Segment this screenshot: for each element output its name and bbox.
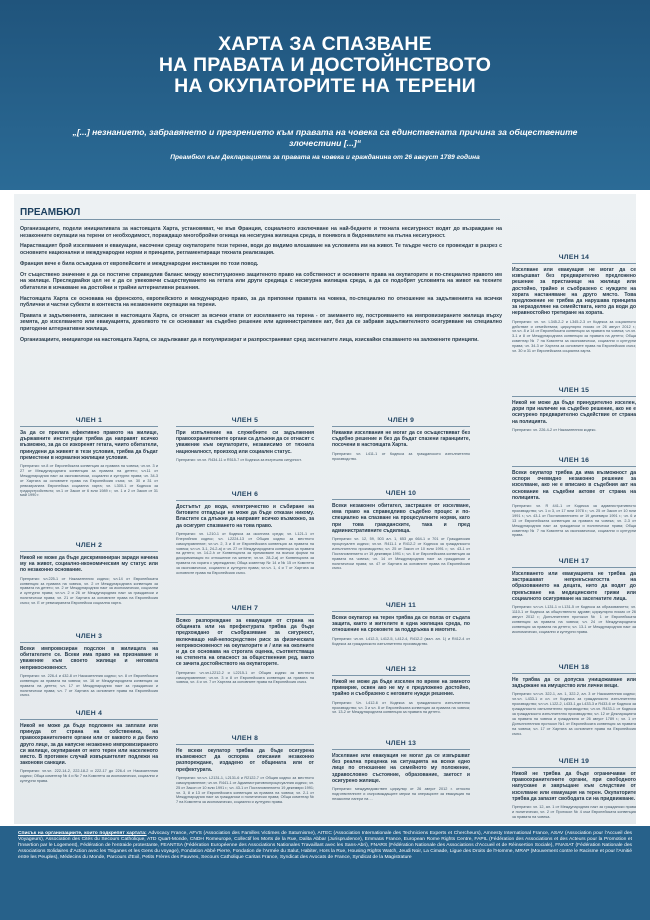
supporters-label: Списък на организациите, които подкрепят хартата: bbox=[18, 831, 147, 836]
article-7 bbox=[176, 605, 314, 685]
article-body: Никой не може да бъде дискриминиран заради начина му на живот, социално-икономическия му статус или по незаконно основание. bbox=[20, 555, 158, 574]
article-body: Никой не трябва да бъде ограничаван от правоохранителните органи, при свободното напускане и завръщане към следствие от изселване или евакуация на терен. Окупаторите трябва да запазят свободата си на придвижване. bbox=[512, 771, 636, 802]
article-references: Препратки: чл.чл. 222-14-2, 222-18-2 и 222-17 до 226-4 от Наказателния кодекс; Обща коментар № 4 и № 7 на Комитета за икономически, социални и културни права. bbox=[20, 769, 158, 784]
preamble-paragraph: Настоящата Харта се основава на френското, европейското и международно право, за да припомни правата на човека, по-специално по отношение на задълженията на всички публични и частни субекти в контекста на незаконните окупации на терени. bbox=[20, 295, 502, 309]
epigraph-source: Преамбюл към Декларацията за правата на човека и гражданина от 26 август 1789 година bbox=[170, 154, 480, 161]
article-body: Всеки окупатор на терен трябва да се полза от съдата защита, както и жителите в една жилищна среда, по отношение на сроковете за поддръжка в имотите. bbox=[332, 615, 470, 634]
article-divider bbox=[512, 396, 636, 397]
footer-supporters bbox=[0, 826, 650, 920]
article-divider bbox=[20, 719, 158, 720]
article-body: Достъпът до вода, електричество и събиране на битовите отпадъци не може да бъде отказан никому. Властите са длъжни да направят всичко възможно, за да осигурят спазването на това право. bbox=[176, 504, 314, 529]
article-title: ЧЛЕН 12 bbox=[385, 666, 417, 673]
article-body: Всеки импровизиран подслон в жилищата на обитателите се. Всеки има право на признаване и уважение към своето жилище и неговата неприкосновеност. bbox=[20, 646, 158, 671]
article-body: Всеки окупатор трябва да има възможност да оспори очевидно незаконно решение за изселване, ако не е вписано в съдебния акт на основание на съдебни актове от страна на полицията. bbox=[512, 470, 636, 501]
article-title: ЧЛЕН 18 bbox=[558, 664, 590, 671]
article-references: Препратки: чл.чл. 322-1, ал. 1, 322-2, ал. 3 от Наказателния кодекс; чл.чл. L433-1 и сл. от Кодекса за гражданското изпълнително производство; чл.чл. L122-2, L433-1 до L433-3 и R433-6 от Кодекса за гражданското изпълнително производство; чл.чл. R433-1 от Кодекса за гражданското изпълнително производство; чл. 12 от Декларацията за правата на човека и гражданина от 26 август 1789 г.; чл. 1 от Допълнителния протокол №1 от Европейската конвенция за правата на човека; чл. 17 от Хартата за основните права на Европейския съюз. bbox=[512, 692, 636, 736]
article-14 bbox=[512, 254, 636, 354]
article-title: ЧЛЕН 14 bbox=[558, 254, 590, 261]
preamble-title: ПРЕАМБЮЛ bbox=[20, 207, 81, 218]
preamble-paragraph: Правата и задълженията, записани в настоящата Харта, се отнасят за всички етапи от изселването на терена - от заемането му, построяването на импровизираните жилища върху земята, до изселването или евакуацията, доколкото те се основават на съдебно решение или административен акт, без да се забравя задължителното осигуряване на специално пригодени алтернативни жилища. bbox=[20, 312, 502, 333]
article-title: ЧЛЕН 13 bbox=[385, 740, 417, 747]
article-18 bbox=[512, 664, 636, 737]
supporters-text: Advocacy France, AFVS (Association des Familles Victimes de Saturnisme), AITEC (Association Internationale des Techniciens Experts et Chercheurs), Amnesty International France, ASAV (Association pour l'Accueil des Voyageurs), Association des Cités du Secours Catholique, ATD Quart-Monde, CNDH Romeurope, Collectif les Morts de la Rue, Dalita Abbar (Jurisprudence), Emmaüs France, European Rome Rights Centre, FAPIL (Fédération des Associations et des Acteurs pour la Promotion et l'Insertion par le Logement), Fédération de l'entraide protestante, FEANTSA (Fédération Européenne des Associations Nationales Travaillant avec les Sans-Abri), FNARS (Fédération Nationale des Associations d'Accueil et de Réinsertion Sociale), FNASAT (Fédération Nationale des Associations Solidaires d'Action avec les Tsiganes et les Gens du voyage), Fondation Abbé Pierre, Fondation de l'Armée du Salut, Habiter, Hors la Rue, Housing Rights Watch, Jeudi Noir, La Cimade, Ligue des Droits de l'Homme, MRAP (Mouvement contre le Racisme et pour l'Amitié entre les Peuples), Médecins du Monde, Parcours d'Exil, Petits Frères des Pauvres, Secours Catholique Caritas France, Syndicat des Avocats de France, Syndicat de la Magistrature bbox=[18, 831, 632, 861]
article-8 bbox=[176, 735, 314, 805]
article-divider bbox=[176, 426, 314, 427]
article-divider bbox=[20, 642, 158, 643]
preamble-paragraph: От съществено значение е да се постигне справедлив баланс между конституционно защитеното право на собственост и основните права на окупаторите и по-специално правото им на жилище. Преследвайки цел не е да се увековечи съществуването на гетата или други средища с несигурна жилищна среда, а да се подобрят условията на живот на техните обитатели в изчакване на достойни и трайни алтернативни решения. bbox=[20, 271, 502, 291]
article-divider bbox=[332, 749, 470, 750]
epigraph-quote: „[...] незнанието, забравянето и презрението към правата на човека са единствената причина за обществените злочестини [...]“ bbox=[72, 127, 578, 148]
article-9 bbox=[332, 417, 470, 461]
article-divider bbox=[176, 500, 314, 501]
article-divider bbox=[332, 675, 470, 676]
article-title: ЧЛЕН 1 bbox=[75, 417, 103, 424]
article-references: Препратки: междуведомствен циркуляр от 26 август 2012 г. относно подготвителните и съпровождащите мерки на операциите за евакуация на незаконни лагери на ... bbox=[332, 787, 470, 801]
article-divider bbox=[176, 744, 314, 745]
article-references: Препратки: чл.чл. L131-1 и L131-5 от Кодекса за образованието; чл. 1110-1 от Кодекса за общественото здраве; циркулярно писмо от 26 август 2012 г.; Допълнителен протокол № 1 от Европейската конвенция за правата на човека; чл. 24 от Международната конвенция за правата на детето; чл. 13-1 от Международния пакт за икономически, социални и културни права. bbox=[512, 605, 636, 634]
title-line: НА ОКУПАТОРИТЕ НА ТЕРЕНИ bbox=[174, 75, 476, 97]
article-body: Никакви изселвания не могат да се осъществяват без съдебно решение и без да бъдат спазени гаранциите, посочени в настоящата Харта. bbox=[332, 430, 470, 449]
article-references: Препратки: чл.чл. L2131-1, L2131-6 и R2122-7 от Общия кодекс за местното самоуправление; чл.чл. R441-1 от Административнопроцесуалния кодекс; чл. 25 от Закон от 10 юли 1991 г.; чл. 43-1 от Постановлението 19 декември 1991; чл. 3, 8 и 13 от Европейската конвенция за правата на човека; чл. 2-1 от Международния пакт за граждански и политически права; Обща коментар № 7 на Комитета за икономически, социални и културни права. bbox=[176, 775, 315, 805]
article-2 bbox=[20, 542, 158, 606]
article-title: ЧЛЕН 2 bbox=[75, 542, 103, 549]
article-body: Всеки незаконен обитател, застрашен от изселване, има право на справедливо съдебно процес и по-специално на спазване на процесуалните норми, като при това гражданските, така и пред административните съдилища. bbox=[332, 503, 470, 534]
article-divider bbox=[512, 567, 636, 568]
article-title: ЧЛЕН 7 bbox=[231, 605, 259, 612]
article-body: Никой не може да бъде изселен по време на зимното примирие, освен ако не му е предложено достойно, трайно и съобразено с неговите нужди решение. bbox=[332, 679, 470, 698]
article-title: ЧЛЕН 17 bbox=[558, 558, 590, 565]
article-body: Всяко разпореждане за евакуация от страна на общината или на префектурата трябва да бъде предхождано от съобразяване за сигурност, включващо най-непосредствен риск за физическата неприкосновеност на окупаторите и / или на околните и да се основава на строгата оценка, съответстваща на степента на опасност за общественния ред, както се зачита достойнството на окупаторите. bbox=[176, 618, 314, 668]
article-body: Изселването или евакуацията не трябва да застрашават непрекъснатостта на образованието на децата, нито да водят до прекъсване на медицинските грижи или социалното осигуряване на засегнатите лица. bbox=[512, 571, 636, 602]
article-body: При изпълнение на служебните си задължения правоохранителните органи са длъжни да се отнасят с уважение към окупаторите, независимо от тяхната националност, произход или социален статус. bbox=[176, 430, 314, 455]
article-body: Не трябва да се допуска унищожаване или задържане на имущество или лични вещи. bbox=[512, 677, 636, 690]
article-references: Препратки: чл.8 от Европейската конвенция за правата на човека; чл.чл. 3 и 27 от Международната конвенция за правата на детето; чл.11 от Международния пакт за икономически, социални и културни права; чл. 34-3 от Хартата за основните права на Европейския съюз; чл. 30 и 31 от ревизираната Европейска социална харта; чл. L300-1 от Кодекса за градоустройството; чл.1 от Закон от 6 юли 1989 г.; чл. 1 и 2 от Закон от 31 май 1990 г. bbox=[20, 464, 158, 498]
article-divider bbox=[20, 551, 158, 552]
article-5 bbox=[176, 417, 314, 463]
article-title: ЧЛЕН 6 bbox=[231, 491, 259, 498]
article-divider bbox=[512, 673, 636, 674]
article-title: ЧЛЕН 3 bbox=[75, 633, 103, 640]
article-references: Препратки: Чл. L412-6 от Кодекса за гражданското изпълнително производство; чл. 3 и чл. 8 от Европейската конвенция за правата на човека; чл. 13-2 от Международната конвенция за правата на детето. bbox=[332, 700, 470, 715]
article-body: Не всеки окупатор трябва да бъде осигурена възможност да оспорва описания незаконно разпореждане, издадено от общината или от префектурата. bbox=[176, 748, 314, 773]
article-title: ЧЛЕН 10 bbox=[385, 490, 417, 497]
article-divider bbox=[332, 611, 470, 612]
article-4 bbox=[20, 710, 158, 784]
article-references: Препратки: чл. L210-1 от Кодекса за околната среда; чл. L121-1 от Енергийния кодекс; чл. L2224-13 от Общия кодекс за местното самоуправление; чл.чл. 2, 3 и 8 от Европейската конвенция за правата на човека; чл.чл. 3-1, 24-2-а) и чл. 27 от Международната конвенция за правата на детето; чл. 14-2-h от Конвенцията за премахване на всички форми на дискриминация по отношение на жените; чл.чл. 28-2-а) от Конвенцията за правата на хората с увреждания; Обща коментар № 14 и № 15 от Комитета за икономически, социални и културни права; чл.чл. 1, 4 и 7 от Хартата за основните права на Европейския съюз. bbox=[176, 531, 314, 576]
article-body: За да се прилага ефективно правото на жилище, държавните институции трябва да направят всичко възможно, за да се изкоренят гетата, чиито обитатели, принудени да живеят в тези условия, трябва да бъдат преместени в нормални жилищни условия. bbox=[20, 430, 158, 461]
article-6 bbox=[176, 491, 314, 576]
article-references: Препратки: чл. R 441-1 от Кодекса за административното производство; чл. 1 и 3, от 17 юли 1978 г.; чл. 25 от Закон от 10 юли 1991 г.; чл. 43-1 от Постановлението от 19 декември 1991 г.; чл. 6 и 13 от Европейската конвенция за правата на човека; чл. 2-3 от Международния пакт за граждански и политически права; Обща коментар № 7 на Комитета за икономически, социални и културни права. bbox=[512, 504, 636, 538]
article-divider bbox=[512, 263, 636, 264]
article-title: ЧЛЕН 5 bbox=[231, 417, 259, 424]
article-1 bbox=[20, 417, 158, 498]
article-12 bbox=[332, 666, 470, 715]
article-references: Препратки: чл. чл. L345-2-2 и L345-2-3 от Кодекса за социалното действие и семействата; циркулярно писмо от 26 август 2012 г.; чл.чл. 8 и 14 от Европейската конвенция за правата на човека; чл.чл. 3-1 и 8 от Международната конвенция за правата на детето; Обща коментар № 7 на Комитета за икономически, социални и културни права; чл. 34-3 от Хартата за основните права на Европейския съюз; чл. 30 и 31 от Европейската социална харта. bbox=[512, 319, 636, 354]
article-references: Препратки: чл.чл. R434-11 и R515-7 от Кодекса за вътрешна сигурност. bbox=[176, 457, 302, 462]
title-line: ХАРТА ЗА СПАЗВАНЕ bbox=[218, 33, 432, 55]
charter-title bbox=[0, 34, 650, 97]
article-13 bbox=[332, 740, 470, 802]
article-references: Препратки: чл.чл. L412-3, L412-5, L412-4, R412-2 (мал. ал. 1) и R412-4 от Кодекса за гражданското изпълнително производство. bbox=[332, 636, 470, 646]
article-17 bbox=[512, 558, 636, 634]
article-divider bbox=[332, 499, 470, 500]
article-references: Препратки: чл. L411-1 от Кодекса за гражданското изпълнително производство. bbox=[332, 451, 470, 461]
title-line: НА ПРАВАТА И ДОСТОЙНСТВОТО bbox=[158, 54, 492, 76]
article-divider bbox=[512, 767, 636, 768]
article-title: ЧЛЕН 4 bbox=[75, 710, 103, 717]
article-body: Изселване или евакуация не могат да се извършват без предварително предложено решение за пристанище на жилище или достойно, трайно и съобразено с нуждите на хората настаняване на друго място. Това предложение не трябва да нарушава принципа за неразделяне на семействата, нито да води до неравностойно третиране на хората. bbox=[512, 267, 636, 317]
article-references: Препратки: чл. 12, ал. 1 от Международния пакт за граждански права и политически, чл. 2 от Протокол № 4 към Европейската конвенция за правата на човека. bbox=[512, 805, 636, 819]
supporters-list bbox=[18, 831, 632, 861]
article-divider bbox=[332, 426, 470, 427]
article-title: ЧЛЕН 9 bbox=[387, 417, 415, 424]
article-body: Изселване или евакуация не могат да се извършват без реална преценка на ситуацията на всеки едно лице по отношение на семейното му положение, здравословно състояние, образование, заетост и осигурено жилище. bbox=[332, 753, 470, 784]
article-title: ЧЛЕН 11 bbox=[385, 602, 417, 609]
article-body: Никой не може да бъде принудително изселен, дори при наличие на съдебно решение, ако не е осигурено предварително съдействие от страна на полицията. bbox=[512, 400, 636, 425]
article-3 bbox=[20, 633, 158, 698]
preamble-body bbox=[20, 226, 502, 348]
preamble-paragraph: Организациите, инициатори на настоящата Харта, се задължават да я популяризират и разпространяват сред засегнатите лица, изискайки спазването на заложените принципи. bbox=[20, 336, 479, 343]
article-divider bbox=[20, 426, 158, 427]
header-banner bbox=[0, 0, 650, 190]
article-references: Препратки: чл.225-1 от Наказателния кодекс; чл.14 от Европейската конвенция за правата на човека, чл. 2 от Международната конвенция за правата на детето; чл. 2 от Международния пакт за икономически, социални и културни права; чл.чл. 2 и 26 от Международния пакт за граждански и политически права; чл. 21 от Хартата за основните права на Европейския съюз; чл. Е от ревизираната Европейска социална харта. bbox=[20, 576, 158, 606]
preamble-divider bbox=[20, 219, 500, 220]
article-title: ЧЛЕН 19 bbox=[558, 758, 590, 765]
article-divider bbox=[176, 614, 314, 615]
article-title: ЧЛЕН 8 bbox=[231, 735, 259, 742]
article-15 bbox=[512, 387, 636, 433]
article-divider bbox=[512, 466, 636, 467]
article-body: Никой не може да бъде подложен на заплахи или принуда от страна на собственика, на правоохранителните органи или от каквото и да било друго лице, за да напусне незаконно импровизираното си жилище, окупирания от него терен или населеното място. В противен случай извършителят подлежи на законови санкции. bbox=[20, 723, 158, 767]
article-19 bbox=[512, 758, 636, 820]
preamble-paragraph: Нарастващият брой изселвания и евакуации, насочени срещу окупаторите тези терени, води до видимо влошаване на условията им на живот. Те таъдре често се провеждат в разрез с основните национални и международни норми и принципи, регламентиращи тяхната реализация. bbox=[20, 243, 502, 256]
article-references: Препратки: чл. 226-4-2 от Наказателния кодекс. bbox=[512, 427, 597, 432]
article-references: Препратки: чл.чл.L2212-2 и L2215-1 от Общия кодекс за местното самоуправление; чл.чл. 3 и 8 от Европейската конвенция за правата на човека, чл. 4 и чл. 7 от Хартата за основните права на Европейския съюз. bbox=[176, 670, 314, 685]
article-16 bbox=[512, 457, 636, 538]
article-references: Препратки: чл. 226-4 и 432-8 от Наказателния кодекс; чл. 8 от Европейската конвенция за правата на човека; чл. 16 от Международната конвенция за правата на детето; чл. 17 от Международния пакт за граждански и политически права; чл. 7 от Хартата за основните права на Европейския съюз. bbox=[20, 673, 158, 698]
article-title: ЧЛЕН 15 bbox=[558, 387, 590, 394]
article-11 bbox=[332, 602, 470, 646]
article-10 bbox=[332, 490, 470, 571]
preamble-paragraph: Организациите, подели инициативата за настоящата Харта, установяват, че във Франция, социалното изключване на най-бедните и тяхната несигурност водят до възраждане на незаконните окупации на терени от необходимост, пораждащо многобройни огнища на несигурна жилищна среда, в понякога в бидонвилите на пълна несигурност. bbox=[20, 226, 502, 239]
article-references: Препратки: чл. 12, 59, 503 ал. 1, 653 до 664-1 и 701 от Гражданския процесуален кодекс; чл.чл. R411-1 и R412-2 от Кодекса за гражданското изпълнително производство; чл. 25 от Закон от 10 юли 1991 г.; чл. 43-1 от Постановлението от 19 декември 1991 г.; чл. 6 от Европейската конвенция за правата на човека; чл. 14 от Международния пакт за граждански и политически права; чл. 47 от Хартата за основните права на Европейския съюз. bbox=[332, 537, 470, 571]
article-title: ЧЛЕН 16 bbox=[558, 457, 590, 464]
preamble-paragraph: Франция вече е била осъждана от европейските и международни инстанции по този повод. bbox=[20, 260, 259, 267]
